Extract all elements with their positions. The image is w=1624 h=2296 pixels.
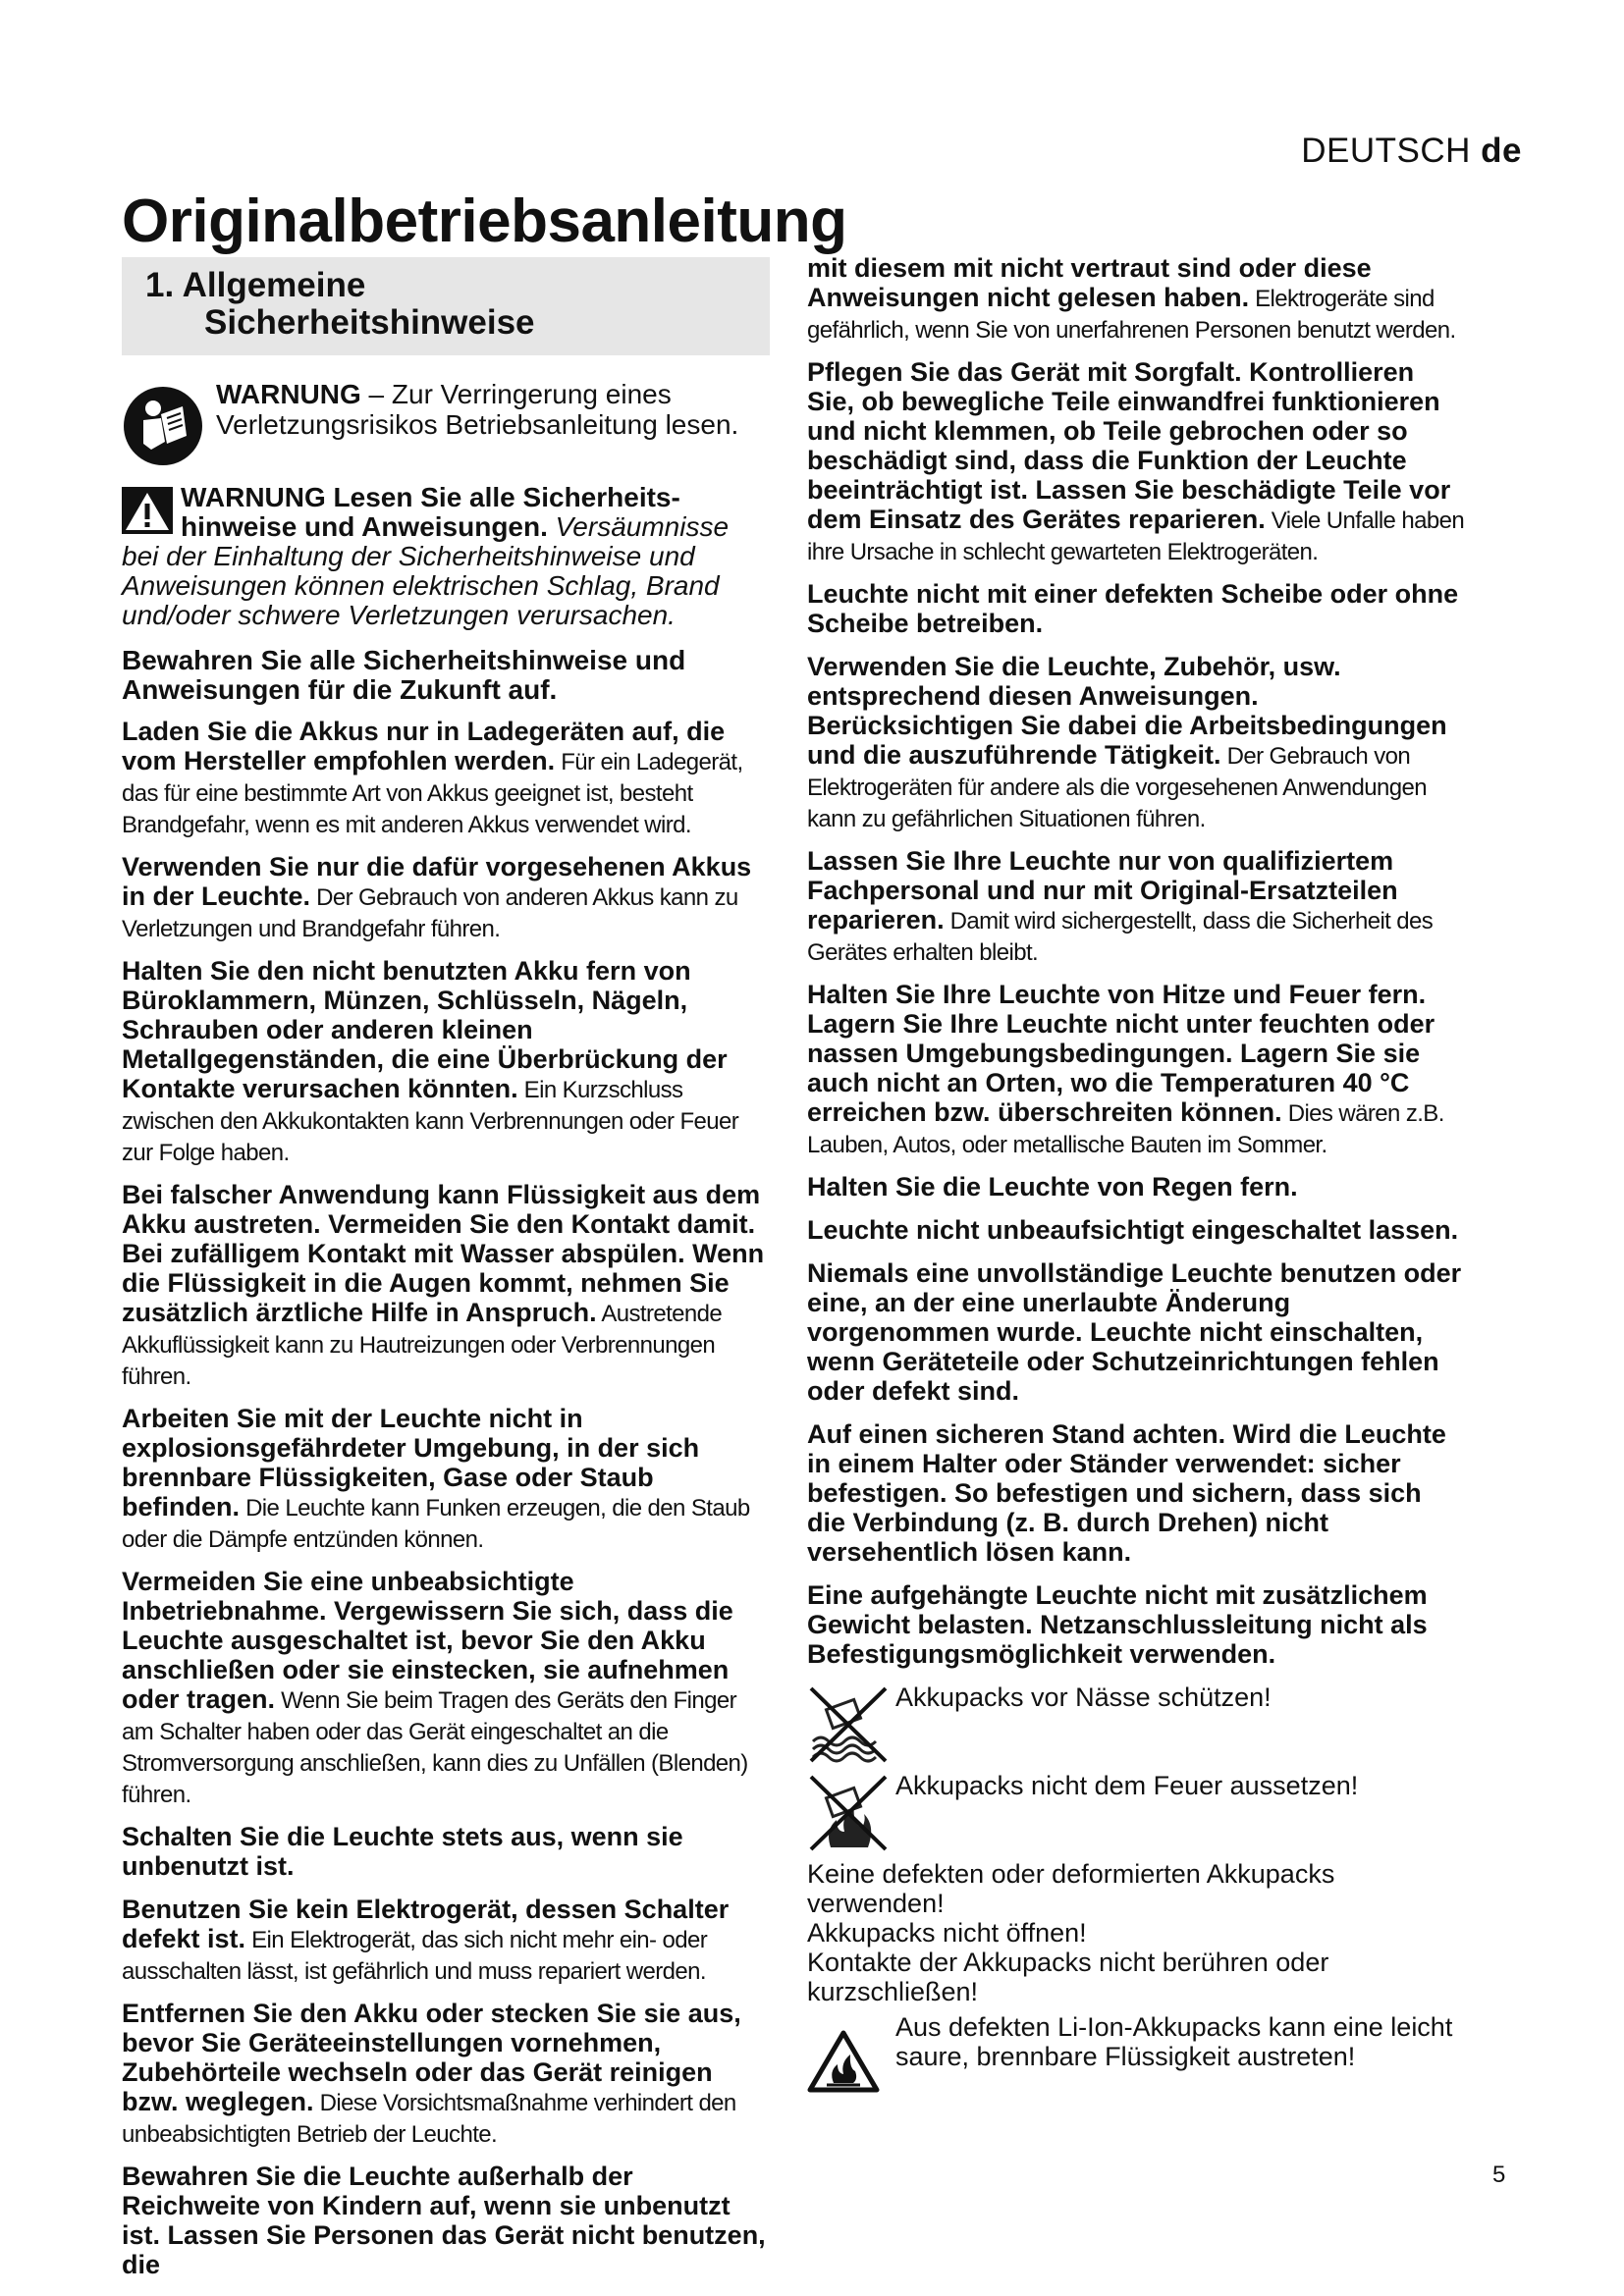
paragraph-unfamiliar: mit diesem mit nicht vertraut sind oder diese Anweisungen nicht gelesen haben. Elektrogeräte sind gefährlich, wenn Sie von unerfahrenen Personen benutzt werden. [807,253,1456,344]
paragraph-maintenance: Pflegen Sie das Gerät mit Sorgfalt. Kontrollieren Sie, ob bewegliche Teile einwandfrei funktionieren und nicht klemmen, ob Teile gebrochen oder so beschädigt sind, dass die Funktion der Leuchte beeinträchtigt ist. Lassen Sie beschädigte Teile vor dem Einsatz des Gerätes reparieren. Viele Unfalle haben ihre Ursache in schlecht gewarteten Elektrogeräten. [807,357,1465,565]
paragraph-explosive: Arbeiten Sie mit der Leuchte nicht in explosionsgefährdeter Umgebung, in der sich brennbare Flüssigkeiten, Gase oder Staub befinden. Die Leuchte kann Funken erzeugen, die den Staub oder die Dämpfe entzünden können. [122,1404,750,1553]
language-code: de [1481,132,1522,170]
note-fire [807,1771,1465,1857]
warning-triangle-icon [122,487,173,540]
paragraph-switch-off: Schalten Sie die Leuchte stets aus, wenn sie unbenutzt ist. [122,1822,683,1881]
note-liion-text: Aus defekten Li-Ion-Akkupacks kann eine leicht saure, brennbare Flüssigkeit austreten! [895,2012,1453,2071]
note-liion [807,2012,1465,2071]
warning-general-italic: Versäumnisse bei der Einhaltung der Sicherheitshinweise und Anweisungen können elektrischen Schlag, Brand und/oder schwere Verletzungen verursachen. [122,511,730,630]
paragraph-suspended: Eine aufgehängte Leuchte nicht mit zusätzlichem Gewicht belasten. Netzanschlussleitung nicht als Befestigungsmöglichkeit verwenden. [807,1580,1428,1669]
paragraph-charging: Laden Sie die Akkus nur in Ladegeräten auf, die vom Hersteller empfohlen werden. Für ein Ladegerät, das für eine bestimmte Art von Akkus geeignet ist, besteht Brandgefahr, wenn es mit anderen Akkus verwendet wird. [122,717,743,838]
paragraph-children: Bewahren Sie die Leuchte außerhalb der Reichweite von Kindern auf, wenn sie unbenutzt ist. Lassen Sie Personen das Gerät nicht benutzen, die [122,2162,766,2279]
paragraph-repair: Lassen Sie Ihre Leuchte nur von qualifiziertem Fachpersonal und nur mit Original-Ersatzteilen reparieren. Damit wird sichergestellt, dass die Sicherheit des Gerätes erhalten bleibt. [807,846,1434,966]
warning-general-bold: WARNUNG Lesen Sie alle Sicherheits-hinweise und Anweisungen. [181,482,680,542]
warning-read-manual [122,379,770,469]
paragraph-unattended: Leuchte nicht unbeaufsichtigt eingeschaltet lassen. [807,1215,1459,1245]
paragraph-heat: Halten Sie Ihre Leuchte von Hitze und Feuer fern. Lagern Sie Ihre Leuchte nicht unter feuchten oder nassen Umgebungsbedingungen. Lagern Sie sie auch nicht an Orten, wo die Temperaturen 40 °C erreichen bzw. überschreiten können. Dies wären z.B. Lauben, Autos, oder metallische Bauten im Sommer. [807,980,1444,1158]
warning-general [122,483,770,630]
note-open: Akkupacks nicht öffnen! [807,1918,1087,1948]
paragraph-fluid: Bei falscher Anwendung kann Flüssigkeit aus dem Akku austreten. Vermeiden Sie den Kontakt damit. Bei zufälligem Kontakt mit Wasser abspülen. Wenn die Flüssigkeit in die Augen kommt, nehmen Sie zusätzlich ärztliche Hilfe in Anspruch. Austretende Akkuflüssigkeit kann zu Hautreizungen oder Verbrennungen führen. [122,1180,765,1390]
language-name: DEUTSCH [1301,132,1471,170]
right-column [807,253,1465,2071]
paragraph-stand: Auf einen sicheren Stand achten. Wird die Leuchte in einem Halter oder Ständer verwendet: sicher befestigen. So befestigen und sichern, dass sich die Verbindung (z. B. durch Drehen) nicht versehentlich lösen kann. [807,1419,1446,1567]
note-wet-text: Akkupacks vor Nässe schützen! [895,1682,1272,1712]
note-contacts: Kontakte der Akkupacks nicht berühren oder kurzschließen! [807,1948,1329,2006]
paragraph-incomplete: Niemals eine unvollständige Leuchte benutzen oder eine, an der eine unerlaubte Änderung vorgenommen wurde. Leuchte nicht einschalten, wenn Geräteteile oder Schutzeinrichtungen fehlen oder defekt sind. [807,1258,1462,1406]
warning-label: WARNUNG [216,379,361,409]
paragraph-rain: Halten Sie die Leuchte von Regen fern. [807,1172,1298,1201]
section-heading [122,257,770,355]
note-fire-text: Akkupacks nicht dem Feuer aussetzen! [895,1771,1359,1800]
section-heading-line1: 1. Allgemeine [145,266,366,304]
note-defective: Keine defekten oder deformierten Akkupacks verwenden! [807,1859,1335,1918]
section-heading-line2: Sicherheitshinweise [204,303,535,342]
paragraph-metal-objects: Halten Sie den nicht benutzten Akku fern von Büroklammern, Münzen, Schlüsseln, Nägeln, Schrauben oder anderen kleinen Metallgegenständen, die eine Überbrückung der Kontakte verursachen könnten. Ein Kurzschluss zwischen den Akkukontakten kann Verbrennungen oder Feuer zur Folge haben. [122,956,739,1166]
left-column [122,257,770,2293]
page-title: Originalbetriebsanleitung [122,187,847,255]
flammable-warning-icon [807,2030,880,2099]
paragraph-battery-use: Verwenden Sie nur die dafür vorgesehenen Akkus in der Leuchte. Der Gebrauch von anderen Akkus kann zu Verletzungen und Brandgefahr führen. [122,852,752,942]
language-label [1267,132,1522,171]
paragraph-defective-switch: Benutzen Sie kein Elektrogerät, dessen Schalter defekt ist. Ein Elektrogerät, das sich nicht mehr ein- oder ausschalten lässt, ist gefährlich und muss repariert werden. [122,1895,730,1985]
paragraph-glass: Leuchte nicht mit einer defekten Scheibe oder ohne Scheibe betreiben. [807,579,1459,638]
paragraph-accessories: Verwenden Sie die Leuchte, Zubehör, usw. entsprechend diesen Anweisungen. Berücksichtigen Sie dabei die Arbeitsbedingungen und die auszuführende Tätigkeit. Der Gebrauch von Elektrogeräten für andere als die vorgesehenen Anwendungen kann zu gefährlichen Situationen führen. [807,652,1447,832]
no-water-icon [807,1682,890,1771]
warning-read-text: – Zur Verringerung eines Verletzungsrisikos Betriebsanleitung lesen. [216,379,739,440]
paragraph-unintended-start: Vermeiden Sie eine unbeabsichtigte Inbetriebnahme. Vergewissern Sie sich, dass die Leuchte ausgeschaltet ist, bevor Sie den Akku anschließen oder sie einstecken, sie aufnehmen oder tragen. Wenn Sie beim Tragen des Geräts den Finger am Schalter haben oder das Gerät eingeschaltet an die Stromversorgung anschließen, kann dies zu Unfällen (Blenden) führen. [122,1567,748,1808]
read-manual-icon [122,385,204,473]
no-fire-icon [807,1771,890,1859]
paragraph-remove-battery: Entfernen Sie den Akku oder stecken Sie sie aus, bevor Sie Geräteeinstellungen vornehmen, Zubehörteile wechseln oder das Gerät reinigen bzw. weglegen. Diese Vorsichtsmaßnahme verhindert den unbeabsichtigten Betrieb der Leuchte. [122,1999,741,2148]
page-number: 5 [1492,2162,1506,2188]
note-wet [807,1682,1465,1769]
keep-instructions: Bewahren Sie alle Sicherheitshinweise und Anweisungen für die Zukunft auf. [122,645,686,705]
